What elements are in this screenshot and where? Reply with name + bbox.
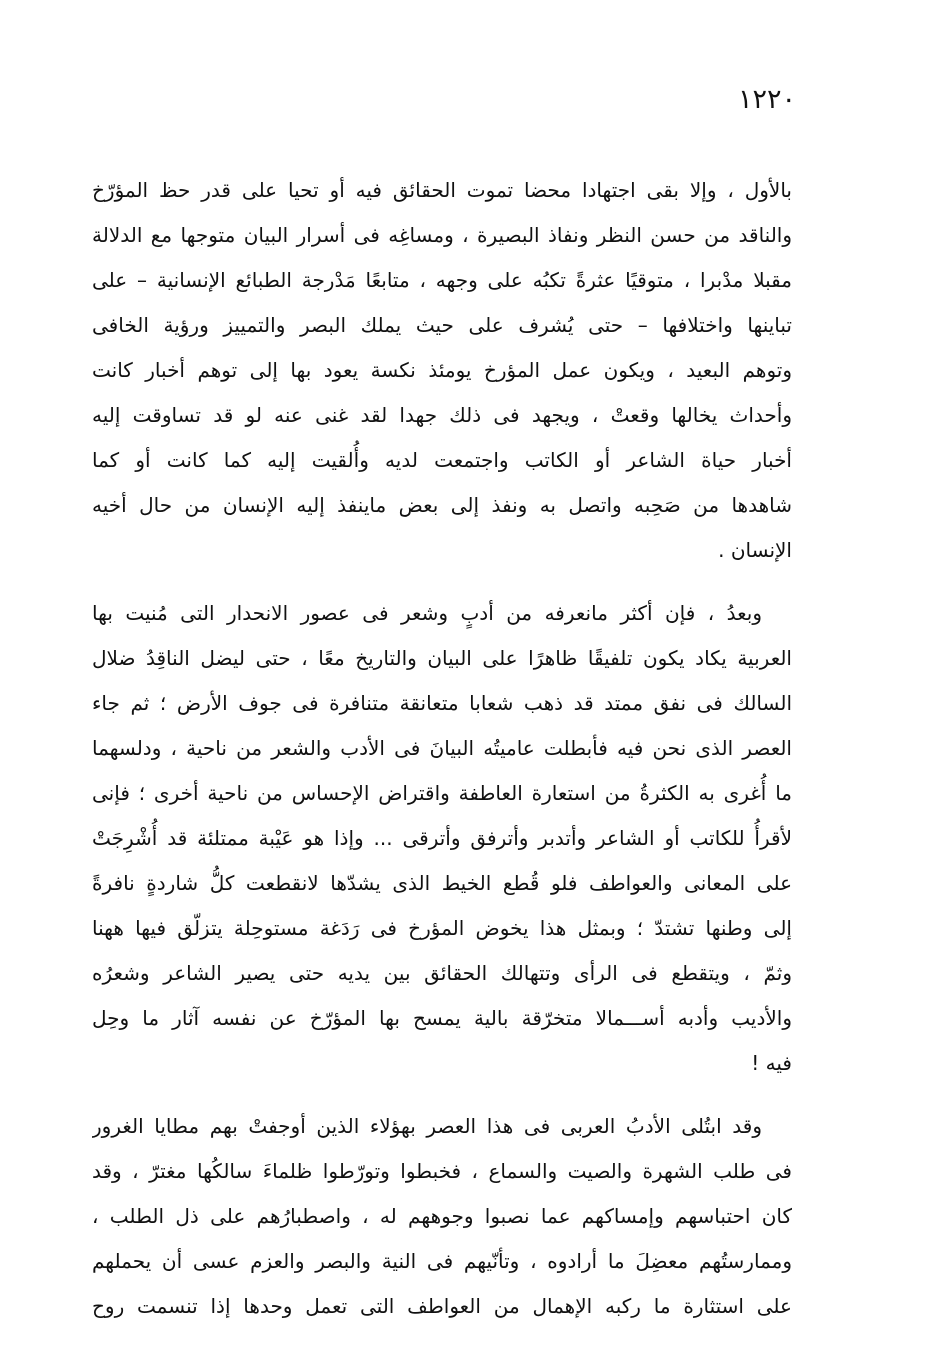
paragraph-3-line-2: فى طلب الشهرة والصيت والسماع ، فخبطوا وتورّطوا ظلماءَ سالكُها مغترّ ، وقد <box>92 1159 792 1183</box>
paragraph-3-line-5: على استثارة ما ركبه الإهمال من العواطف التى تعمل وحدها إذا تنسمت روح <box>92 1294 792 1318</box>
paragraph-2-line-6: لأقرأُ للكاتب أو الشاعر وأتدبر وأترفق وأترقى ... وإذا هو عَيْبة ممتلئة قد أُشْرِجَتْ <box>92 826 792 850</box>
paragraph-1-line-6: وأحداث يخالها وقعتْ ، ويجهد فى ذلك جهدا لقد غنى عنه لو قد تساوقت إليه <box>92 403 792 427</box>
paragraph-1-line-3: مقبلا مدْبرا ، متوقيًا عثرةً تكبُه على وجهه ، متابعًا مَدْرجة الطبائع الإنسانية – على <box>92 268 792 292</box>
paragraph-2-line-10: والأديب وأدبه أســـمالا متخرّقة بالية يمسح بها المؤرّخ عن نفسه آثار ما وحِل <box>92 1006 792 1030</box>
paragraph-1-line-1: بالأول ، وإلا بقى اجتهادا محضا تموت الحقائق فيه أو تحيا على قدر حظ المؤرّخ <box>92 178 792 202</box>
paragraph-3-line-4: وممارستُهم معضِلَ ما أرادوه ، وتأنّيهم فى النية والبصر والعزم عسى أن يحملهم <box>92 1249 792 1273</box>
paragraph-2-line-9: وثمّ ، ويتقطع فى الرأى وتتهالك الحقائق بين يديه حتى يصير الشاعر وشعرُه <box>92 961 792 985</box>
paragraph-1-line-5: وتوهم البعيد ، ويكون عمل المؤرخ يومئذ نكسة يعود بها إلى توهم أخبار كانت <box>92 358 792 382</box>
paragraph-3-line-1: وقد ابتُلى الأدبُ العربى فى هذا العصر بهؤلاء الذين أوجفتْ بهم مطايا الغرور <box>92 1114 762 1138</box>
paragraph-2-line-3: السالك فى نفق ممتد قد ذهب شعابا متعانقة متنافرة فى جوف الأرض ؛ ثم جاء <box>92 691 792 715</box>
paragraph-1-line-8: شاهدها من صَحِبه واتصل به ونفذ إلى بعض ماينفذ إليه الإنسان من حال أخيه <box>92 493 792 517</box>
paragraph-1-line-9: الإنسان . <box>718 538 792 562</box>
paragraph-1-line-7: أخبار حياة الشاعر أو الكاتب واجتمعت لديه وأُلقيت إليه كما كانت أو كما <box>92 448 792 472</box>
paragraph-gap <box>92 573 792 591</box>
paragraph-gap <box>92 1086 792 1104</box>
paragraph-2-line-2: العربية يكاد يكون تلفيقًا ظاهرًا على البيان والتاريخ معًا ، حتى ليضل الناقِدُ ضلال <box>92 646 792 670</box>
paragraph-1-line-2: والناقد من حسن النظر ونفاذ البصيرة ، ومساغِه فى أسرار البيان متوجها مع الدلالة <box>92 223 792 247</box>
paragraph-2-line-11: فيه ! <box>751 1051 792 1075</box>
paragraph-1 <box>92 168 792 573</box>
paragraph-2-line-7: على المعانى والعواطف فلو قُطع الخيط الذى يشدّها لانقطعت كلُّ شاردةٍ نافرةً <box>92 871 792 895</box>
paragraph-2-line-4: العصر الذى نحن فيه فأبطلت عاميتُه البيانَ فى الأدب والشعر من ناحية ، ودلسهما <box>92 736 792 760</box>
paragraph-2-line-8: إلى وطنها تشتدّ ؛ وبمثل هذا يخوض المؤرخ فى رَدَغة مستوحِلة يتزلّق فيها ههنا <box>92 916 792 940</box>
paragraph-3-line-3: كان احتباسهم وإمساكهم عما نصبوا وجوههم له ، واصطبارُهم على ذل الطلب ، <box>92 1204 792 1228</box>
body-text <box>92 168 792 1329</box>
paragraph-2-line-5: ما أُغرى به الكثرةُ من استعارة العاطفة واقتراض الإحساس من ناحية أخرى ؛ فإنى <box>92 781 792 805</box>
page-number: ١٢٢٠ <box>737 84 796 115</box>
paragraph-3 <box>92 1104 792 1329</box>
paragraph-2 <box>92 591 792 1086</box>
paragraph-2-line-1: وبعدُ ، فإن أكثر مانعرفه من أدبٍ وشعر فى عصور الانحدار التى مُنيت بها <box>92 601 762 625</box>
paragraph-1-line-4: تباينها واختلافها – حتى يُشرف على حيث يملك البصر والتمييز ورؤية الخافى <box>92 313 792 337</box>
